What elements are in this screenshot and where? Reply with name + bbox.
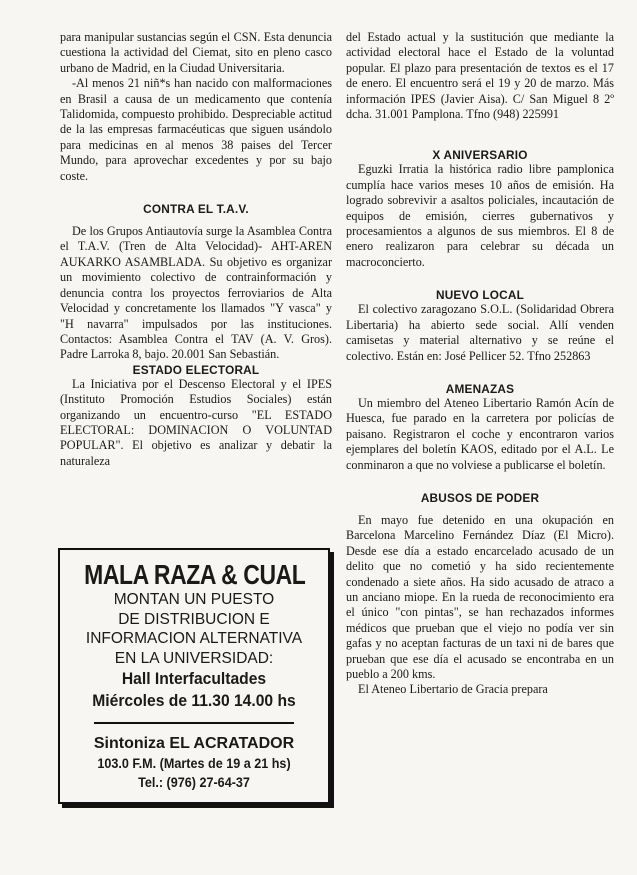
amenazas-paragraph: Un miembro del Ateneo Libertario Ramón Acín de Huesca, fue parado en la carretera por policías de paisano. Registraron el coche y encontraron varios ejemplares del boletín KAOS, editado por el A.L. Le conminaron a que no volviese a publicarse el boletín.: [346, 395, 614, 472]
ad-venue: Hall Interfacultades: [121, 669, 267, 688]
ad-title: MALA RAZA & CUAL: [84, 559, 306, 590]
aniversario-paragraph: Eguzki Irratia la histórica radio libre pamplonica cumplía hace varios meses 10 años de emisión. Ha logrado sobrevivir a asaltos policiales, incautación de equipos de emisión, cierres gubernativos y procesamientos a algunos de sus miembros. El 8 de enero realizaron para celebrar su década un macroconcierto.: [346, 162, 614, 269]
ad-schedule: Miércoles de 11.30 14.00 hs: [92, 691, 296, 710]
ad-divider: [94, 722, 294, 724]
ad-line: MONTAN UN PUESTO: [113, 591, 275, 608]
abusos-paragraph: En mayo fue detenido en una okupación en Barcelona Marcelino Fernández Díaz (El Micro). Desde ese día a estado encarcelado acusado de un delito que no cometió y ha sido recientemente condenado a siete años. Ha sido acusado de atraco a un anciano miope. En la rueda de reconocimiento era el único "con pintas", se han rechazados informes médicos que prueban que el viejo no podía ver sin gafas y no aceptan facturas de un taxi ni de bares que prueban que ese día el acusado se encontraba en un pueblo a 200 kms.: [346, 512, 614, 681]
ad-line: INFORMACION ALTERNATIVA: [85, 630, 303, 647]
ad-radio-frequency: 103.0 F.M. (Martes de 19 a 21 hs): [97, 755, 291, 771]
tav-paragraph: De los Grupos Antiautovía surge la Asamblea Contra el T.A.V. (Tren de Alta Velocidad)- AHT-AREN AUKARKO ASAMBLADA. Su objetivo es organizar un movimiento colectivo de contrainformación y denuncia contra los proyectos ferroviarios de Alta Velocidad y concretamente los llamados "Y vasca" y "H navarra" impulsados por las instituciones. Contactos: Asamblea Contra el TAV (A. V. Gros). Padre Larroka 8, bajo. 20.001 San Sebastián.: [60, 224, 332, 362]
electoral-paragraph: La Iniciativa por el Descenso Electoral y el IPES (Instituto Promoción Estudios Sociales) están organizando un encuentro-curso "EL ESTADO ELECTORAL: DOMINACION O VOLUNTAD POPULAR". El objetivo es analizar y debatir la naturaleza: [60, 376, 332, 468]
right-column: [346, 30, 614, 698]
abusos-heading: ABUSOS DE PODER: [420, 490, 540, 505]
intro-paragraph: para manipular sustancias según el CSN. Esta denuncia cuestiona la actividad del Ciemat, sito en pleno casco urbano de Madrid, en la Ciudad Universitaria.: [60, 30, 332, 75]
gracia-paragraph: El Ateneo Libertario de Gracia prepara: [358, 682, 548, 697]
advertisement-box: [58, 548, 330, 804]
ad-line: DE DISTRIBUCION E: [118, 610, 270, 628]
left-column: [60, 30, 332, 469]
ad-radio-title: Sintoniza EL ACRATADOR: [93, 735, 295, 752]
ad-line: EN LA UNIVERSIDAD:: [114, 649, 274, 667]
electoral-heading: ESTADO ELECTORAL: [132, 362, 260, 377]
talidomida-paragraph: -Al menos 21 niñ*s han nacido con malformaciones en Brasil a causa de un medicamento que contenía Talidomida, compuesto prohibido. Despreciable actitud de la las empresas farmacéuticas que siguen usándolo para medicinas en al menos 38 paises del Tercer Mundo, para aprovechar excedentes y por su bajo coste.: [60, 76, 332, 183]
amenazas-heading: AMENAZAS: [445, 381, 515, 396]
local-paragraph: El colectivo zaragozano S.O.L. (Solidaridad Obrera Libertaria) ha abierto sede social. Allí venden camisetas y material alternativo y se reúne el colectivo. Están en: José Pellicer 52. Tfno 252863: [346, 302, 614, 363]
ad-radio-phone: Tel.: (976) 27-64-37: [138, 774, 250, 790]
local-heading: NUEVO LOCAL: [435, 288, 525, 303]
continuation-paragraph: del Estado actual y la sustitución que mediante la actividad electoral hace el Estado de la voluntad popular. El plazo para presentación de textos es el 17 de enero. El encuentro será el 19 y 20 de marzo. Más información IPES (Javier Aisa). C/ San Miguel 8 2º dcha. 31.001 Pamplona. Tfno (948) 225991: [346, 30, 614, 122]
aniversario-heading: X ANIVERSARIO: [432, 148, 528, 163]
tav-heading: CONTRA EL T.A.V.: [143, 202, 249, 217]
